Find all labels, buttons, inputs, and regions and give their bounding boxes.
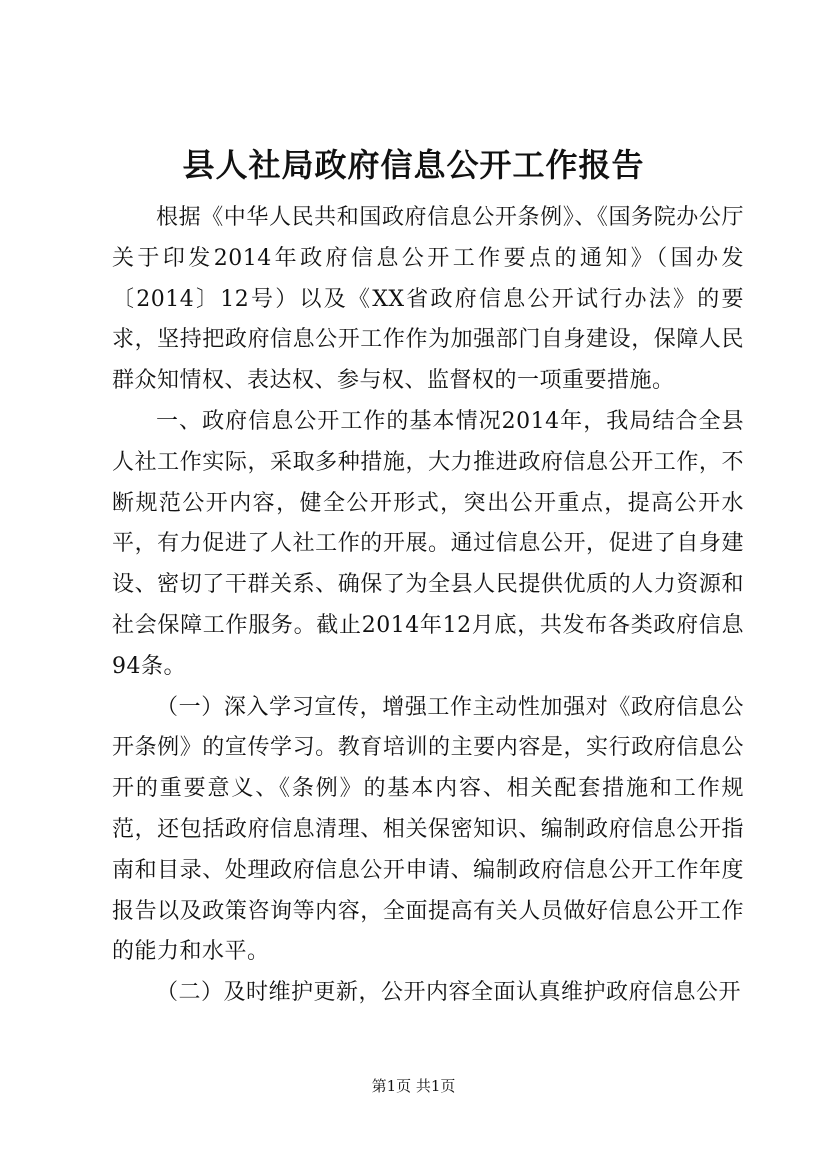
paragraph-section-1-1: （一）深入学习宣传，增强工作主动性加强对《政府信息公开条例》的宣传学习。教育培训的主要内容是，实行政府信息公开的重要意义、《条例》的基本内容、相关配套措施和工作规范，还包括政府信息清理、相关保密知识、编制政府信息公开指南和目录、处理政府信息公开申请、编制政府信息公开工作年度报告以及政策咨询等内容，全面提高有关人员做好信息公开工作的能力和水平。: [112, 694, 744, 965]
paragraph-section-1-2: （二）及时维护更新，公开内容全面认真维护政府信息公开: [156, 980, 742, 1006]
paragraph-section-1: 一、政府信息公开工作的基本情况2014年，我局结合全县人社工作实际，采取多种措施，大力推进政府信息公开工作，不断规范公开内容，健全公开形式，突出公开重点，提高公开水平，有力促进了人社工作的开展。通过信息公开，促进了自身建设、密切了干群关系、确保了为全县人民提供优质的人力资源和社会保障工作服务。截止2014年12月底，共发布各类政府信息94条。: [112, 408, 744, 679]
document-title: 县人社局政府信息公开工作报告: [182, 146, 645, 184]
page-number-footer: 第1页 共1页: [371, 1077, 456, 1095]
document-body: [112, 198, 744, 1014]
paragraph-intro: 根据《中华人民共和国政府信息公开条例》、《国务院办公厅关于印发2014年政府信息公开工作要点的通知》（国办发〔2014〕12号）以及《XX省政府信息公开试行办法》的要求，坚持把政府信息公开工作作为加强部门自身建设，保障人民群众知情权、表达权、参与权、监督权的一项重要措施。: [112, 205, 744, 394]
